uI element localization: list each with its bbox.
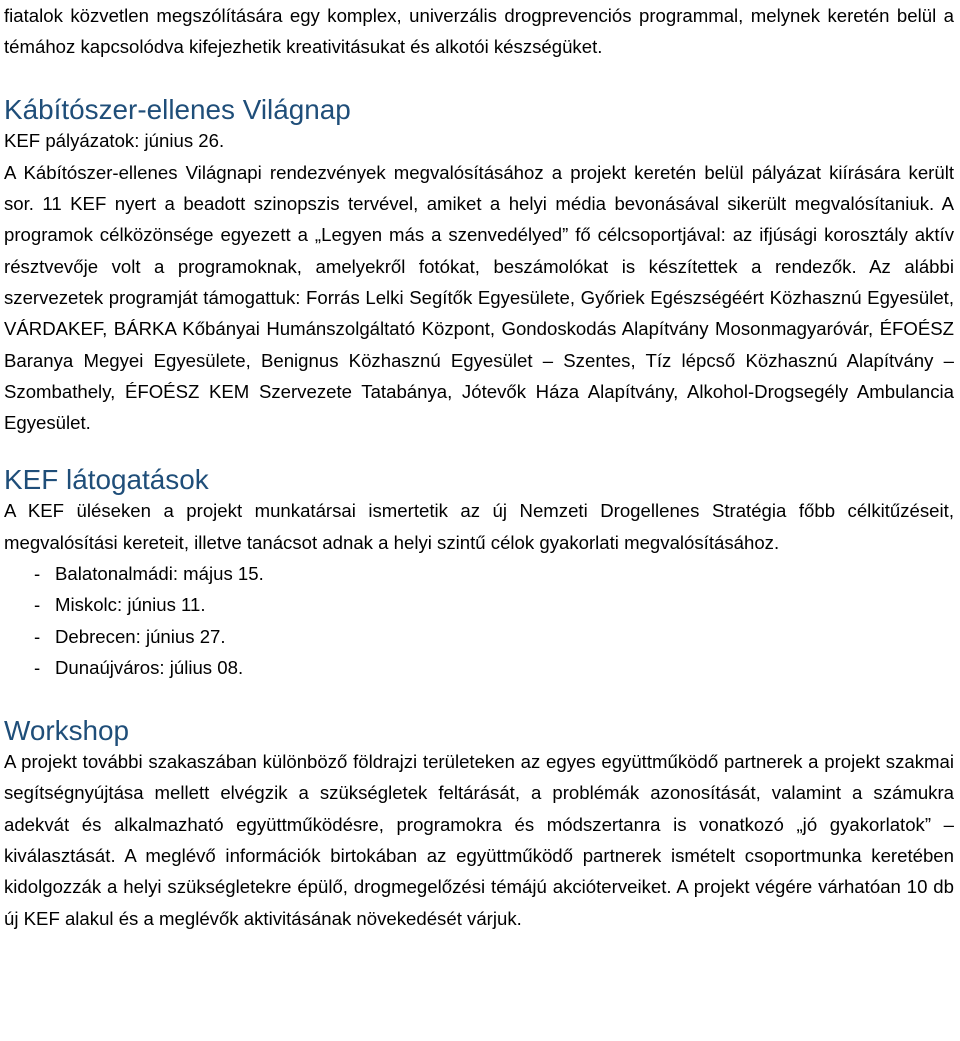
spacer xyxy=(4,439,954,464)
section-body: A KEF üléseken a projekt munkatársai ismertetik az új Nemzeti Drogellenes Stratégia főbb célkitűzéseit, megvalósítási kereteit, illetve tanácsot adnak a helyi szintű célok gyakorlati megvalósításához. xyxy=(4,500,954,553)
dash-marker: - xyxy=(34,594,41,616)
section-workshop xyxy=(4,715,954,934)
visit-list xyxy=(4,558,954,683)
dash-marker: - xyxy=(34,625,41,647)
list-item xyxy=(4,558,954,589)
list-item xyxy=(4,652,954,683)
section-title: Workshop xyxy=(4,714,130,746)
dash-marker: - xyxy=(34,562,41,584)
spacer xyxy=(4,63,954,94)
list-item-text: Dunaújváros: július 08. xyxy=(55,656,244,678)
list-item xyxy=(4,589,954,620)
dash-marker: - xyxy=(34,656,41,678)
list-item-text: Miskolc: június 11. xyxy=(55,594,206,616)
list-item-text: Balatonalmádi: május 15. xyxy=(55,562,264,584)
document-page xyxy=(4,0,954,934)
section-subtitle: KEF pályázatok: június 26. xyxy=(4,130,225,152)
section-body: A Kábítószer-ellenes Világnapi rendezvények megvalósításához a projekt keretén belül pályázat kiírására került sor. 11 KEF nyert a beadott szinopszis tervével, amiket a helyi média bevonásával sikerült megvalósítaniuk. A programok célközönsége egyezett a „Legyen más a szenvedélyed” fő célcsoportjával: az ifjúsági korosztály aktív résztvevője volt a programoknak, amelyekről fotókat, beszámolókat is készítettek a rendezők. Az alábbi szervezetek programját támogattuk: Forrás Lelki Segítők Egyesülete, Győriek Egészségéért Közhasznú Egyesület, VÁRDAKEF, BÁRKA Kőbányai Humánszolgáltató Központ, Gondoskodás Alapítvány Mosonmagyaróvár, ÉFOÉSZ Baranya Megyei Egyesülete, Benignus Közhasznú Egyesület – Szentes, Tíz lépcső Közhasznú Alapítvány – Szombathely, ÉFOÉSZ KEM Szervezete Tatabánya, Jótevők Háza Alapítvány, Alkohol-Drogsegély Ambulancia Egyesület. xyxy=(4,161,954,434)
list-item xyxy=(4,621,954,652)
section-kef-visits xyxy=(4,464,954,683)
section-title: KEF látogatások xyxy=(4,463,209,495)
section-title: Kábítószer-ellenes Világnap xyxy=(4,94,351,126)
section-world-drug-day xyxy=(4,94,954,439)
section-body: A projekt további szakaszában különböző földrajzi területeken az egyes együttműködő partnerek a projekt szakmai segítségnyújtása mellett elvégzik a szükségletek feltárását, a problémák azonosítását, valamint a számukra adekvát és alkalmazható együttműködésre, programokra és módszertanra is vonatkozó „jó gyakorlatok” –kiválasztását. A meglévő információk birtokában az együttműködő partnerek ismételt csoportmunka keretében kidolgozzák a helyi szükségletekre épülő, drogmegelőzési témájú akcióterveiket. A projekt végére várhatóan 10 db új KEF alakul és a meglévők aktivitásának növekedését várjuk. xyxy=(4,750,954,929)
list-item-text: Debrecen: június 27. xyxy=(55,625,226,647)
spacer xyxy=(4,683,954,714)
intro-paragraph: fiatalok közvetlen megszólítására egy komplex, univerzális drogprevenciós programmal, melynek keretén belül a témához kapcsolódva kifejezhetik kreativitásukat és alkotói készségüket. xyxy=(4,5,954,58)
